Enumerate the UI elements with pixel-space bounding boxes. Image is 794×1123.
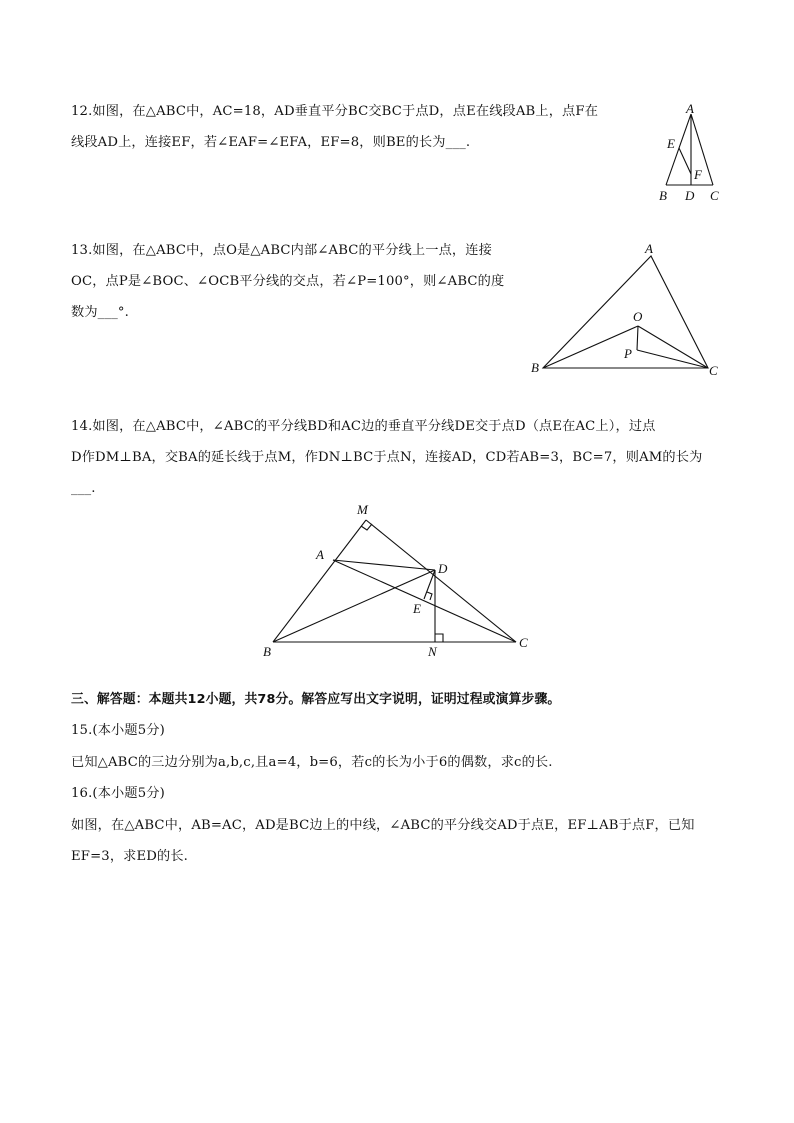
- q14-segment-ad: [333, 560, 435, 570]
- q14-label-a: A: [316, 547, 324, 562]
- q15-text: 已知△ABC的三边分别为a,b,c,且a=4，b=6，若c的长为小于6的偶数，求c的长.: [71, 755, 553, 770]
- q13-figure: [525, 238, 725, 380]
- q14-figure: [255, 496, 545, 664]
- q16-header: 16.(本小题5分): [71, 786, 165, 801]
- q14-right-angle-n: [435, 634, 443, 642]
- q14-label-c: C: [519, 635, 528, 650]
- q14-segment-bd: [273, 570, 435, 642]
- q12-text-line-1: 12.如图，在△ABC中，AC=18，AD垂直平分BC交BC于点D，点E在线段AB上，点F在: [71, 104, 599, 119]
- q14-text-line-3: ___.: [71, 481, 96, 496]
- q14-right-angle-e: [427, 592, 432, 600]
- q13-segment-op: [637, 326, 638, 350]
- q12-label-c: C: [710, 188, 719, 203]
- q14-label-m: M: [357, 502, 368, 517]
- q16-text-line-1: 如图，在△ABC中，AB=AC，AD是BC边上的中线，∠ABC的平分线交AD于点E，EF⊥AB于点F，已知: [71, 818, 695, 833]
- q13-segment-pc: [637, 350, 708, 368]
- q14-label-d: D: [438, 561, 448, 576]
- q13-label-o: O: [633, 309, 643, 324]
- q13-label-a: A: [645, 241, 653, 256]
- q15-header: 15.(本小题5分): [71, 723, 165, 738]
- q14-label-e: E: [413, 601, 421, 616]
- q14-segment-bm: [273, 520, 366, 642]
- q14-text-line-1: 14.如图，在△ABC中，∠ABC的平分线BD和AC边的垂直平分线DE交于点D（点E在AC上），过点: [71, 419, 656, 434]
- section-3-heading: 三、解答题：本题共12小题，共78分。解答应写出文字说明，证明过程或演算步骤。: [71, 692, 561, 707]
- q13-text-line-1: 13.如图，在△ABC中，点O是△ABC内部∠ABC的平分线上一点，连接: [71, 243, 492, 258]
- q12-label-b: B: [659, 188, 667, 203]
- q12-figure: [655, 101, 730, 204]
- q13-label-b: B: [531, 360, 539, 375]
- q12-text-line-2: 线段AD上，连接EF，若∠EAF=∠EFA，EF=8，则BE的长为___.: [71, 135, 471, 150]
- q14-label-b: B: [263, 644, 271, 659]
- q13-text-line-2: OC，点P是∠BOC、∠OCB平分线的交点，若∠P=100°，则∠ABC的度: [71, 274, 505, 289]
- q12-label-e: E: [667, 136, 675, 151]
- q13-label-c: C: [709, 363, 718, 378]
- q16-text-line-2: EF=3，求ED的长.: [71, 849, 189, 864]
- q13-label-p: P: [624, 346, 632, 361]
- q14-label-n: N: [428, 644, 437, 659]
- q14-text-line-2: D作DM⊥BA，交BA的延长线于点M，作DN⊥BC于点N，连接AD，CD若AB=3，BC=7，则AM的长为: [71, 450, 703, 465]
- q12-label-a: A: [686, 101, 694, 116]
- q12-label-f: F: [694, 167, 702, 182]
- q14-segment-mc: [366, 520, 516, 642]
- q14-segment-ac: [333, 560, 516, 642]
- q13-text-line-3: 数为___°.: [71, 305, 129, 320]
- q12-segment-ef: [679, 148, 691, 174]
- q12-label-d: D: [685, 188, 695, 203]
